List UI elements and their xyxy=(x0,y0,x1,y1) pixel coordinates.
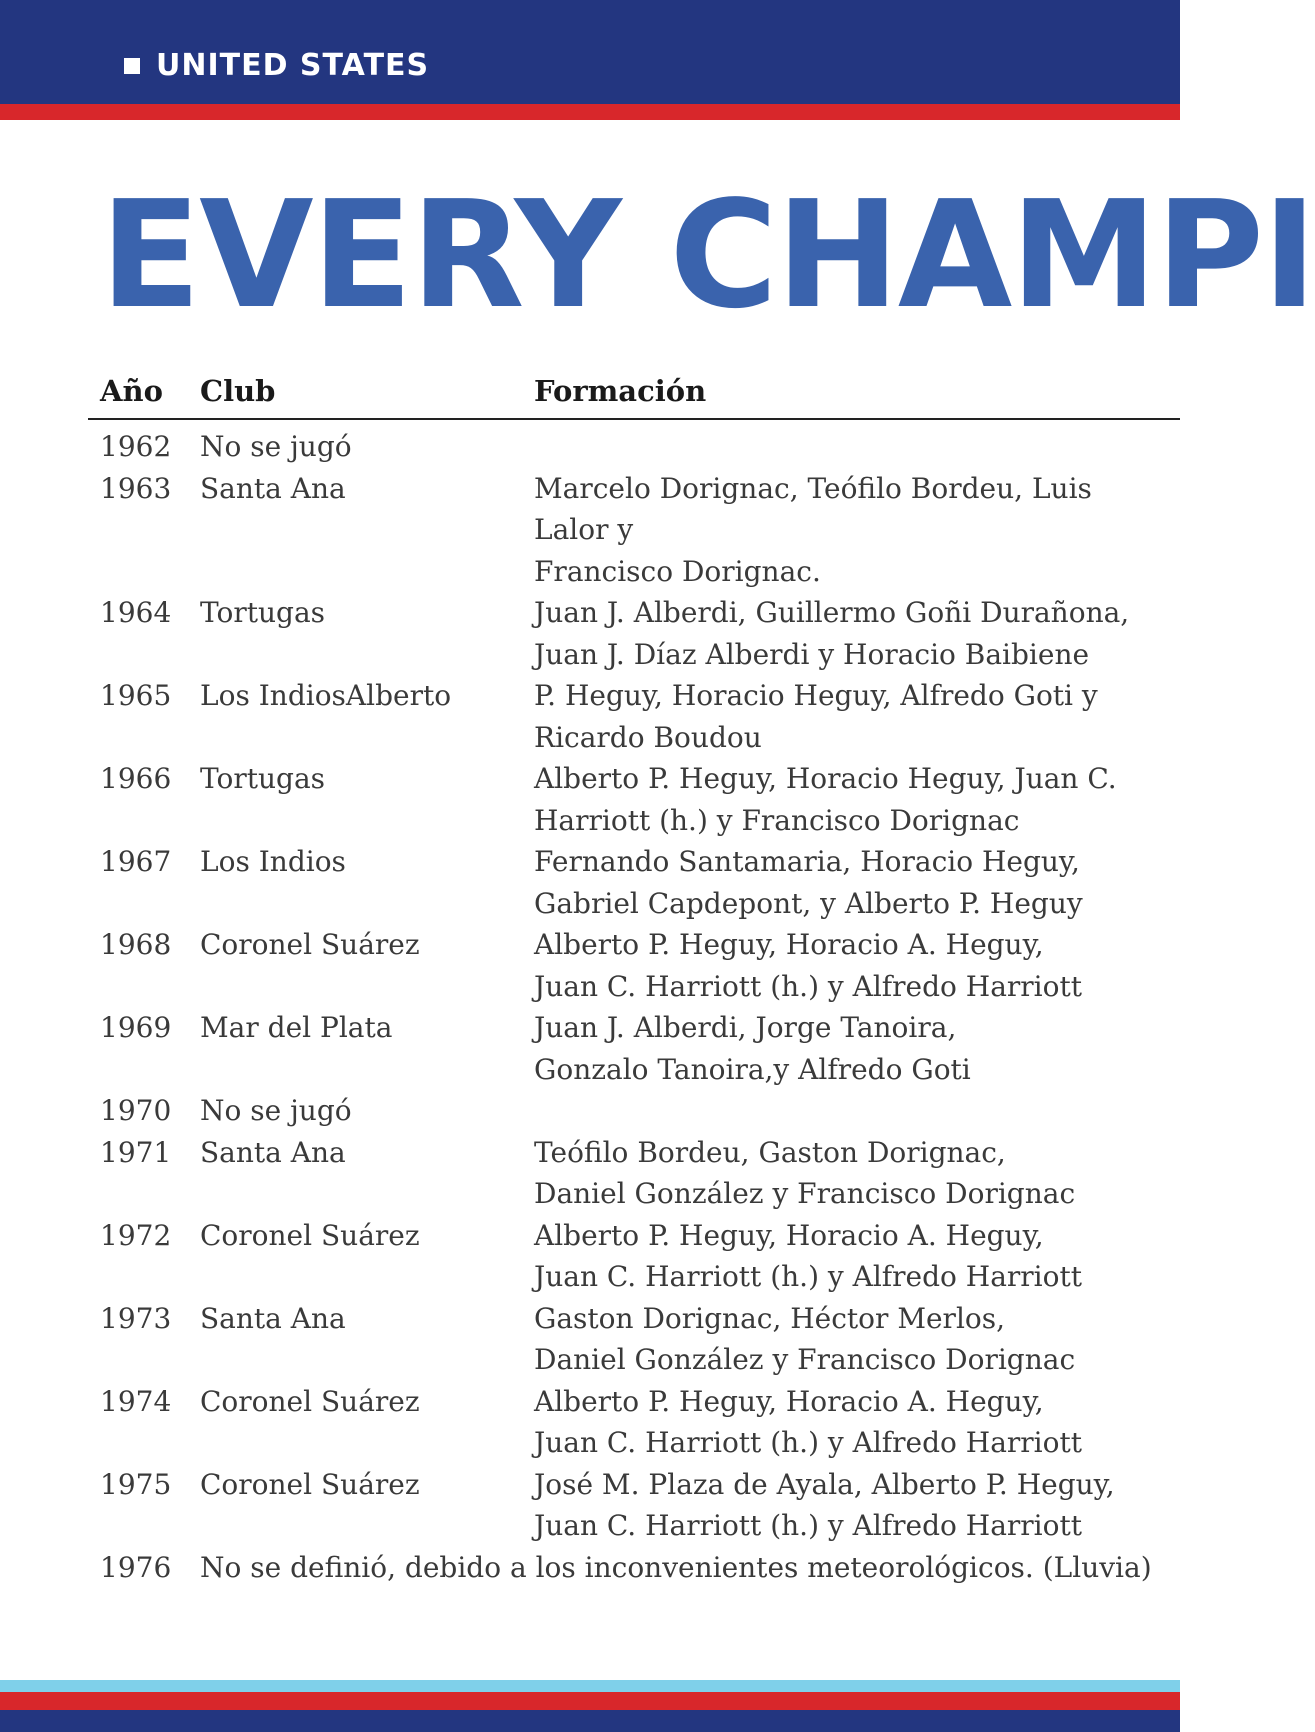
row-year: 1972 xyxy=(100,1218,172,1252)
row-year: 1963 xyxy=(100,471,172,505)
row-formation: Fernando Santamaria, Horacio Heguy, Gabriel Capdepont, y Alberto P. Heguy xyxy=(534,845,1083,920)
row-club: Santa Ana xyxy=(200,471,346,505)
table-row xyxy=(88,758,1180,841)
table-row-final xyxy=(88,1547,1180,1589)
table-row xyxy=(88,426,1180,468)
table-row xyxy=(88,1215,1180,1298)
table-header xyxy=(88,374,1180,420)
row-formation: Alberto P. Heguy, Horacio Heguy, Juan C. Harriott (h.) y Francisco Dorignac xyxy=(534,762,1117,837)
row-year: 1962 xyxy=(100,430,172,463)
section-label xyxy=(124,48,429,83)
column-header-club: Club xyxy=(200,374,276,408)
row-club: Coronel Suárez xyxy=(200,1467,420,1501)
row-year: 1973 xyxy=(100,1301,172,1335)
row-formation xyxy=(534,1090,1174,1132)
row-formation: Juan J. Alberdi, Guillermo Goñi Durañona, Juan J. Díaz Alberdi y Horacio Baibiene xyxy=(534,596,1130,671)
footer-stripe-red xyxy=(0,1692,1180,1710)
table-row xyxy=(88,1007,1180,1090)
header-stripe xyxy=(0,104,1180,120)
row-formation: Marcelo Dorignac, Teófilo Bordeu, Luis Lalor y Francisco Dorignac. xyxy=(534,471,1092,588)
row-year: 1974 xyxy=(100,1384,172,1418)
table-row xyxy=(88,1090,1180,1132)
table-row xyxy=(88,924,1180,1007)
row-club: Santa Ana xyxy=(200,1301,346,1335)
row-year: 1965 xyxy=(100,679,172,712)
row-club: Santa Ana xyxy=(200,1135,346,1169)
champions-table xyxy=(88,374,1180,1588)
table-row xyxy=(88,592,1180,675)
row-club: Mar del Plata xyxy=(200,1011,393,1044)
row-year: 1971 xyxy=(100,1135,172,1169)
table-row xyxy=(88,675,1180,758)
table-row xyxy=(88,1464,1180,1547)
row-year: 1964 xyxy=(100,596,172,629)
row-formation: Alberto P. Heguy, Horacio A. Heguy, Juan C. Harriott (h.) y Alfredo Harriott xyxy=(534,1218,1082,1293)
column-header-year: Año xyxy=(100,374,163,408)
table-row xyxy=(88,841,1180,924)
row-formation: Alberto P. Heguy, Horacio A. Heguy, Juan C. Harriott (h.) y Alfredo Harriott xyxy=(534,928,1082,1003)
row-club: Coronel Suárez xyxy=(200,1384,420,1418)
table-row xyxy=(88,468,1180,593)
row-formation: Teófilo Bordeu, Gaston Dorignac, Daniel González y Francisco Dorignac xyxy=(534,1135,1076,1210)
row-year: 1967 xyxy=(100,845,172,878)
table-row xyxy=(88,1132,1180,1215)
row-formation: P. Heguy, Horacio Heguy, Alfredo Goti y Ricardo Boudou xyxy=(534,679,1098,754)
section-label-text: UNITED STATES xyxy=(156,48,430,83)
row-year: 1968 xyxy=(100,928,172,961)
row-formation: Gaston Dorignac, Héctor Merlos, Daniel González y Francisco Dorignac xyxy=(534,1301,1076,1376)
row-club: Los IndiosAlberto xyxy=(200,679,452,712)
square-bullet-icon xyxy=(124,58,140,74)
table-row xyxy=(88,1381,1180,1464)
row-club: Tortugas xyxy=(200,596,326,629)
row-club: Tortugas xyxy=(200,762,326,795)
row-formation: Alberto P. Heguy, Horacio A. Heguy, Juan C. Harriott (h.) y Alfredo Harriott xyxy=(534,1384,1082,1459)
table-body xyxy=(88,426,1180,1588)
row-year: 1969 xyxy=(100,1011,172,1044)
row-club: No se jugó xyxy=(200,430,352,463)
row-club: Coronel Suárez xyxy=(200,928,420,961)
row-year: 1976 xyxy=(100,1550,172,1584)
row-club: Los Indios xyxy=(200,845,346,878)
footer-stripe-light xyxy=(0,1680,1180,1692)
page-title: EVERY CHAMPI xyxy=(100,169,1315,341)
row-formation xyxy=(534,426,1174,468)
row-note: No se definió, debido a los inconvenientes meteorológicos. (Lluvia) xyxy=(200,1550,1152,1584)
table-row xyxy=(88,1298,1180,1381)
column-header-formation: Formación xyxy=(534,374,707,408)
row-formation: Juan J. Alberdi, Jorge Tanoira, Gonzalo Tanoira,y Alfredo Goti xyxy=(534,1011,971,1086)
row-formation: José M. Plaza de Ayala, Alberto P. Heguy, Juan C. Harriott (h.) y Alfredo Harriott xyxy=(534,1467,1115,1542)
row-year: 1966 xyxy=(100,762,172,795)
footer-band xyxy=(0,1710,1180,1732)
row-club: Coronel Suárez xyxy=(200,1218,420,1252)
row-year: 1975 xyxy=(100,1467,172,1501)
row-year: 1970 xyxy=(100,1094,172,1127)
row-club: No se jugó xyxy=(200,1094,352,1127)
